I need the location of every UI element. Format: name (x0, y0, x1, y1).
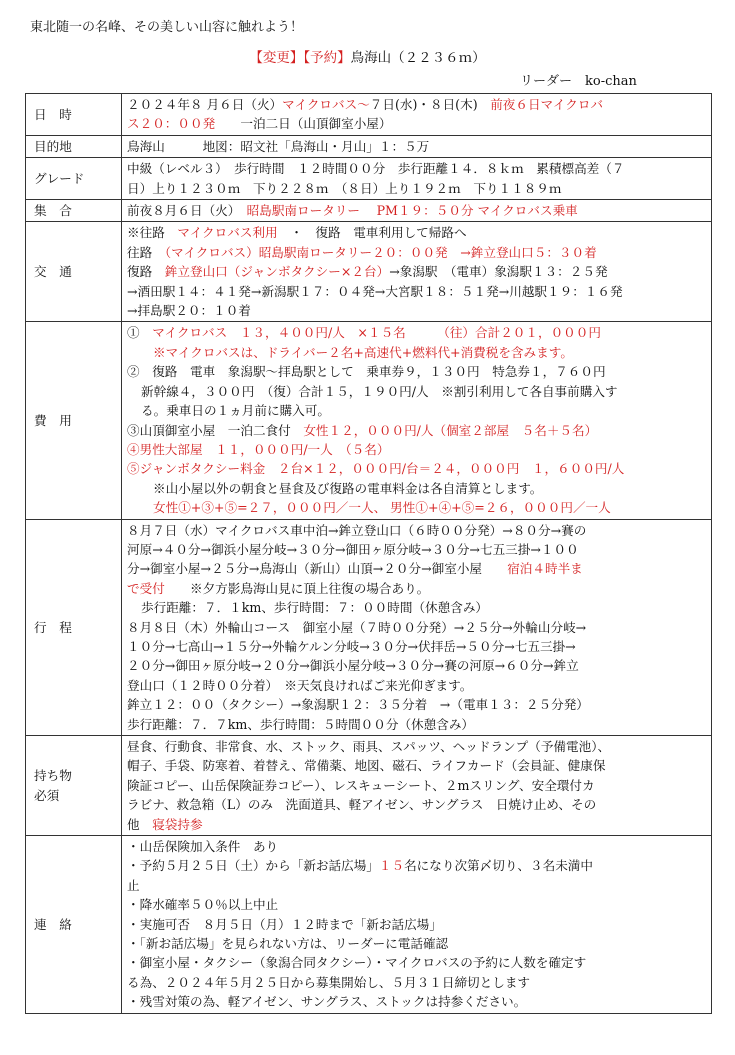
content-text: 往路 (127, 244, 165, 260)
row-label (26, 322, 122, 519)
highlight-text: ※マイクロバスは、ドライバー２名+高速代+燃料代+消費税を含みます。 (153, 344, 573, 360)
content-text: 新幹線４，３００円 （復）合計１５，１９０円/人 ※割引利用して各自事前購入す (141, 383, 618, 399)
content-line (127, 915, 706, 934)
row-label-text: 集 合 (34, 203, 72, 219)
highlight-text: ス２０：００発 (127, 116, 216, 132)
table-row (26, 519, 712, 735)
content-text: １０分→七高山→１５分→外輪ケルン分岐→３０分→伏拝岳→５０分→七五三掛→ (127, 638, 576, 654)
content-text: 歩行距離：７．７km、歩行時間：５時間００分（休憩含み） (127, 716, 475, 732)
content-line (127, 262, 706, 281)
content-line (127, 459, 706, 478)
content-line (127, 656, 706, 675)
row-label (26, 519, 122, 735)
mountain-name: 鳥海山（２２３６ｍ） (350, 50, 486, 66)
content-text: ７日(水)・８日(木) (369, 97, 491, 112)
content-text: ２０２４年８ 月６日（火） (127, 97, 283, 112)
table-row (26, 322, 712, 519)
table-row (26, 135, 712, 157)
content-line (127, 992, 706, 1011)
content-text: 復路 (127, 264, 165, 280)
content-text: 他 (127, 816, 153, 832)
content-line (127, 637, 706, 656)
row-label-text: 日 時 (34, 106, 72, 122)
content-line (127, 114, 706, 133)
content-text: ※夕方影鳥海山見に頂上往復の場合あり。 (164, 580, 430, 596)
row-label-text: グレード (34, 170, 85, 186)
highlight-text: 鉾立登山口（ジャンボタクシー×２台） (164, 264, 390, 280)
page-title (0, 46, 735, 66)
row-label (26, 222, 122, 322)
table-row (26, 836, 712, 1014)
row-content (122, 322, 712, 519)
content-line (127, 676, 706, 695)
highlight-text: 女性１２，０００円/人（個室２部屋 ５名＋５名） (303, 422, 598, 438)
content-line (127, 776, 706, 795)
row-content (122, 222, 712, 322)
content-line (127, 521, 706, 540)
row-content (122, 519, 712, 735)
content-text: 険証コピー、山岳保険証券コピー）、レスキューシート、２mスリング、安全環付カ (127, 777, 595, 793)
content-text: ① (127, 325, 153, 341)
content-line (127, 895, 706, 914)
leader-name: リーダー ko-chan (520, 74, 637, 89)
content-line (127, 343, 706, 362)
row-content (122, 94, 712, 136)
content-text: 帽子、手袋、防寒着、着替え、常備薬、地図、磁石、ライフカード（会員証、健康保 (127, 758, 606, 774)
row-label (26, 94, 122, 136)
content-text: ２０分→御田ヶ原分岐→２０分→御浜小屋分岐→３０分→賽の河原→６０分→鉾立 (127, 658, 579, 674)
content-line (127, 282, 706, 301)
row-content (122, 158, 712, 200)
content-text: ※山小屋以外の朝食と昼食及び復路の電車料金は各自清算とします。 (153, 480, 543, 496)
content-text: 名になり次第〆切り、３名未満中 (404, 858, 593, 874)
content-line (127, 223, 706, 242)
content-line (127, 856, 706, 875)
content-text: 一泊二日（山頂御室小屋） (215, 116, 392, 132)
content-text: ② 復路 電車 象潟駅～拝島駅として 乗車券９，１３０円 特急券１，７６０円 (127, 364, 606, 380)
schedule-table (25, 93, 712, 1014)
content-text: 鉾立１２：００（タクシー）→象潟駅１２：３５分着 →（電車１３：２５分発） (127, 697, 589, 713)
highlight-text: 昭島駅南ロータリー PM１９：５０分 マイクロバス乗車 (246, 203, 578, 219)
content-text: 鳥海山 地図：昭文社「鳥海山・月山」１：５万 (127, 138, 430, 154)
content-line (127, 159, 706, 178)
content-line (127, 815, 706, 834)
content-text: →象潟駅 （電車）象潟駅１３：２５発 (389, 264, 608, 280)
row-content (122, 200, 712, 222)
content-text: ※往路 (127, 225, 178, 241)
table-row (26, 222, 712, 322)
content-line (127, 479, 706, 498)
content-text: ８月７日（水）マイクロバス車中泊→鉾立登山口（６時００分発）→８０分→賽の (127, 522, 587, 538)
row-content (122, 836, 712, 1014)
row-label-text: 持ち物 (34, 768, 72, 784)
row-label-text: 費 用 (34, 412, 72, 428)
content-text: ラビナ、救急箱（L）のみ 洗面道具、軽アイゼン、サングラス 日焼け止め、その (127, 797, 597, 813)
content-text: 登山口（１２時００分着） ※天気良ければご来光仰ぎます。 (127, 677, 473, 693)
content-text: ・御室小屋・タクシー（象潟合同タクシー）・マイクロバスの予約に人数を確定す (127, 955, 587, 971)
content-line (127, 715, 706, 734)
content-text: ③山頂御室小屋 一泊二食付 (127, 422, 304, 438)
content-text: ・ 復路 電車利用して帰路へ (277, 225, 467, 241)
content-line (127, 579, 706, 598)
content-text: ・降水確率５０％以上中止 (127, 897, 279, 913)
content-line (127, 540, 706, 559)
content-text: 日）上り１２３０ｍ 下り２２８ｍ （８日）上り１９２ｍ 下り１１８９ｍ (127, 180, 562, 196)
content-text: →酒田駅１４：４１発→新潟駅１７：０４発→大宮駅１８：５１発→川越駅１９：１６発 (127, 283, 623, 299)
content-line (127, 498, 706, 517)
content-text: ・実施可否 ８月５日（月）１２時まで「新お話広場」 (127, 916, 442, 932)
content-text: ・予約５月２５日（土）から「新お話広場」 (127, 858, 379, 874)
row-label-text: 目的地 (34, 138, 72, 154)
row-content (122, 135, 712, 157)
table-row (26, 94, 712, 136)
content-line (127, 795, 706, 814)
highlight-text: マイクロバス利用 (177, 225, 278, 241)
content-line (127, 382, 706, 401)
highlight-text: マイクロバス～ (282, 97, 370, 112)
content-line (127, 953, 706, 972)
highlight-text: 前夜６日マイクロバ (490, 97, 604, 112)
content-text: 分→御室小屋→２５分→鳥海山（新山）山頂→２０分→御室小屋 (127, 561, 508, 577)
content-line (127, 421, 706, 440)
highlight-text: （マイクロバス）昭島駅南ロータリー２０：００発 →鉾立登山口５：３０着 (164, 244, 597, 260)
content-line (127, 179, 706, 198)
content-text: る為、２０２４年５月２５日から募集開始し、５月３１日締切とします (127, 974, 530, 990)
content-line (127, 401, 706, 420)
content-text: ８月８日（木）外輪山コース 御室小屋（７時００分発）→２５分→外輪山分岐→ (127, 619, 587, 635)
content-line (127, 559, 706, 578)
change-tag: 【変更】 (249, 50, 304, 66)
highlight-text: ④男性大部屋 １１，０００円/一人 （５名） (127, 441, 390, 457)
content-line (127, 618, 706, 637)
content-text: 歩行距離：７．１km、歩行時間：７：００時間（休憩含み） (141, 600, 489, 616)
content-line (127, 323, 706, 342)
row-label-text: 行 程 (34, 619, 72, 635)
highlight-text: 寝袋持参 (152, 816, 203, 832)
row-label (26, 736, 122, 836)
content-line (127, 243, 706, 262)
content-line (127, 598, 706, 617)
content-line (127, 756, 706, 775)
content-text: ・山岳保険加入条件 あり (127, 839, 279, 855)
content-line (127, 201, 706, 220)
content-line (127, 737, 706, 756)
content-line (127, 137, 706, 156)
content-line (127, 440, 706, 459)
row-label-text: 交 通 (34, 264, 72, 280)
content-line (127, 876, 706, 895)
content-text: ・「新お話広場」を見られない方は、リーダーに電話確認 (127, 936, 449, 952)
table-row (26, 200, 712, 222)
content-line (127, 934, 706, 953)
highlight-text: ⑤ジャンボタクシー料金 ２台×１２，０００円/台＝２４，０００円 １，６００円/人 (127, 461, 625, 477)
row-content (122, 736, 712, 836)
content-line (127, 695, 706, 714)
highlight-text: １５ (378, 858, 405, 874)
reservation-tag: 【予約】 (303, 50, 351, 66)
intro-text: 東北随一の名峰、その美しい山容に触れよう！ (30, 20, 304, 35)
content-line (127, 973, 706, 992)
content-text: 河原→４０分→御浜小屋分岐→３０分→御田ヶ原分岐→３０分→七五三掛→１００ (127, 541, 579, 557)
content-text: 昼食、行動食、非常食、水、ストック、雨具、スパッツ、ヘッドランプ（予備電池）、 (127, 739, 611, 754)
content-text: 前夜８月６日（火） (127, 203, 247, 219)
content-text: ・残雪対策の為、軽アイゼン、サングラス、ストックは持参ください。 (127, 994, 527, 1010)
row-label (26, 200, 122, 222)
content-text: →拝島駅２０：１０着 (127, 303, 251, 319)
highlight-text: 宿泊４時半ま (507, 561, 583, 577)
row-label (26, 158, 122, 200)
row-label-text: 必須 (34, 787, 60, 803)
content-line (127, 301, 706, 320)
row-label-text: 連 絡 (34, 916, 72, 932)
row-label (26, 135, 122, 157)
row-label (26, 836, 122, 1014)
content-text: る。乗車日の１ヵ月前に購入可。 (141, 403, 330, 419)
content-text: 中級（レベル３） 歩行時間 １２時間００分 歩行距離１４．８ｋｍ 累積標高差（７ (127, 161, 625, 177)
table-row (26, 736, 712, 836)
content-text: 止 (127, 877, 140, 893)
content-line (127, 837, 706, 856)
table-row (26, 158, 712, 200)
highlight-text: 女性①+③+⑤=２７，０００円／一人、 男性①+④+⑤=２６，０００円／一人 (153, 500, 611, 516)
content-line (127, 362, 706, 381)
highlight-text: で受付 (127, 580, 165, 596)
content-line (127, 95, 706, 114)
highlight-text: マイクロバス １３，４００円/人 ×１５名 （往）合計２０１，０００円 (152, 325, 601, 341)
